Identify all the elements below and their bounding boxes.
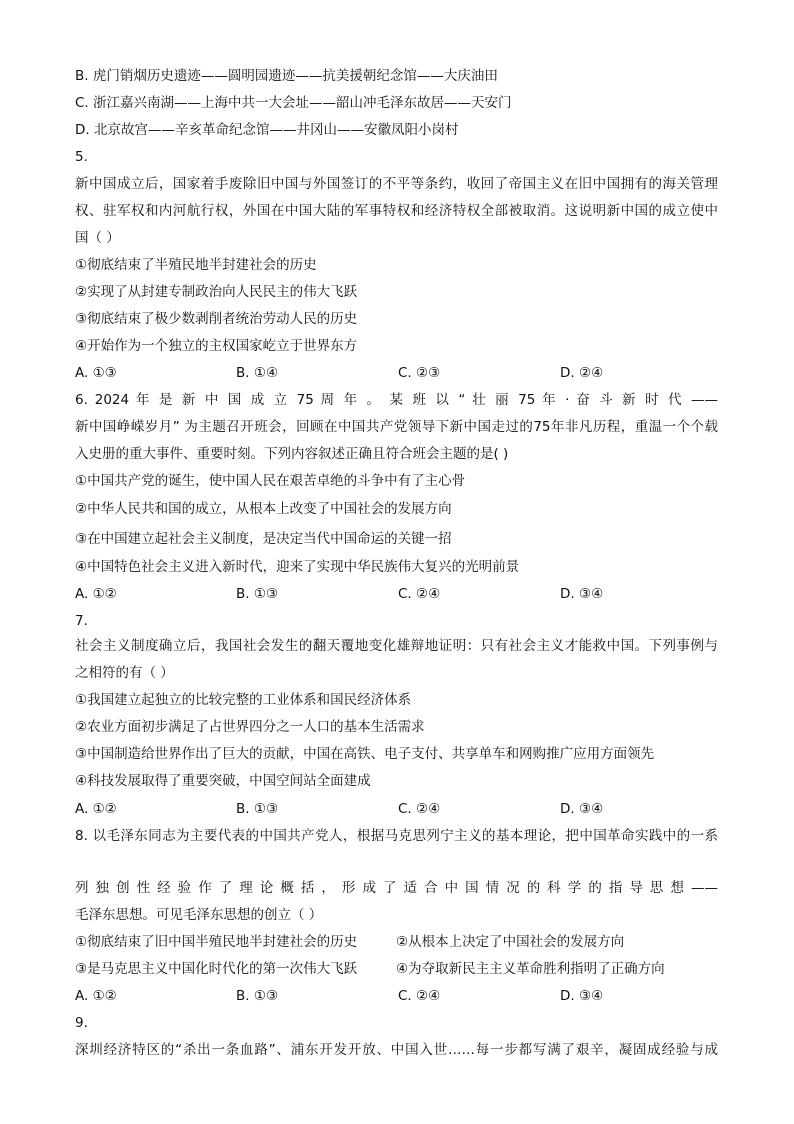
- q6-choice-c: C. ②④: [398, 586, 441, 602]
- q7-item: ④科技发展取得了重要突破，中国空间站全面建成: [75, 773, 371, 789]
- q5-stem-line: 权、驻军权和内河航行权，外国在中国大陆的军事特权和经济特权全部被取消。这说明新中国的成立使中: [75, 203, 718, 219]
- q7-item: ①我国建立起独立的比较完整的工业体系和国民经济体系: [75, 692, 412, 708]
- q8-stem-line: 列 独 创 性 经 验 作 了 理 论 概 括 ， 形 成 了 适 合 中 国 情 况 的 科 学 的 指 导 思 想 ——: [75, 880, 718, 896]
- q6-choice-d: D. ③④: [560, 586, 604, 602]
- q5-stem-line: 国（ ）: [75, 230, 120, 246]
- q6-item: ④中国特色社会主义进入新时代，迎来了实现中华民族伟大复兴的光明前景: [75, 559, 520, 575]
- q6-stem-line: 入史册的重大事件、重要时刻。下列内容叙述正确且符合班会主题的是( ): [75, 446, 509, 462]
- q6-item: ①中国共产党的诞生，使中国人民在艰苦卓绝的斗争中有了主心骨: [75, 473, 466, 489]
- q5-choice-b: B. ①④: [236, 365, 279, 381]
- q5-item: ②实现了从封建专制政治向人民民主的伟大飞跃: [75, 284, 358, 300]
- q5-number: 5.: [75, 149, 88, 165]
- q5-choice-d: D. ②④: [560, 365, 604, 381]
- q4-option-d: D. 北京故宫——辛亥革命纪念馆——井冈山——安徽凤阳小岗村: [75, 122, 459, 138]
- q5-choice-c: C. ②③: [398, 365, 441, 381]
- q8-choice-c: C. ②④: [398, 988, 441, 1004]
- q9-number: 9.: [75, 1015, 88, 1031]
- q8-stem-line: 8. 以毛泽东同志为主要代表的中国共产党人，根据马克思列宁主义的基本理论，把中国革命实践中的一系: [75, 828, 718, 844]
- q6-stem-line: 新中国峥嵘岁月” 为主题召开班会，回顾在中国共产党领导下新中国走过的75年非凡历程，重温一个个载: [75, 419, 718, 435]
- q4-option-b: B. 虎门销烟历史遗迹——圆明园遗迹——抗美援朝纪念馆——大庆油田: [75, 68, 498, 84]
- q7-stem-line: 社会主义制度确立后，我国社会发生的翻天覆地变化雄辩地证明：只有社会主义才能救中国。下列事例与: [75, 638, 718, 654]
- q5-stem-line: 新中国成立后，国家着手废除旧中国与外国签订的不平等条约，收回了帝国主义在旧中国拥有的海关管理: [75, 176, 718, 192]
- q5-item: ④开始作为一个独立的主权国家屹立于世界东方: [75, 338, 358, 354]
- q9-stem-line: 深圳经济特区的“杀出一条血路”、浦东开发开放、中国入世……每一步都写满了艰辛，凝固成经验与成: [75, 1042, 718, 1058]
- q7-item: ③中国制造给世界作出了巨大的贡献，中国在高铁、电子支付、共享单车和网购推广应用方面领先: [75, 746, 655, 762]
- q8-choice-b: B. ①③: [236, 988, 279, 1004]
- q6-stem-line: 6. 2024 年 是 新 中 国 成 立 75 周 年 。 某 班 以 “ 壮 丽 75 年 · 奋 斗 新 时 代 ——: [75, 392, 718, 408]
- q7-choice-c: C. ②④: [398, 801, 441, 817]
- q7-number: 7.: [75, 613, 88, 629]
- q8-item: ③是马克思主义中国化时代化的第一次伟大飞跃: [75, 961, 358, 977]
- q8-stem-line: 毛泽东思想。可见毛泽东思想的创立（ ）: [75, 907, 323, 923]
- q6-choice-b: B. ①③: [236, 586, 279, 602]
- q7-choice-a: A. ①②: [75, 801, 117, 817]
- q7-choice-d: D. ③④: [560, 801, 604, 817]
- q6-item: ③在中国建立起社会主义制度，是决定当代中国命运的关键一招: [75, 531, 452, 547]
- q8-item: ④为夺取新民主主义革命胜利指明了正确方向: [396, 961, 665, 977]
- q8-choice-a: A. ①②: [75, 988, 117, 1004]
- q7-item: ②农业方面初步满足了占世界四分之一人口的基本生活需求: [75, 719, 425, 735]
- q8-item: ②从根本上决定了中国社会的发展方向: [396, 934, 625, 950]
- q8-item: ①彻底结束了旧中国半殖民地半封建社会的历史: [75, 934, 358, 950]
- q6-item: ②中华人民共和国的成立，从根本上改变了中国社会的发展方向: [75, 501, 452, 517]
- q7-stem-line: 之相符的有（ ）: [75, 665, 174, 681]
- q5-choice-a: A. ①③: [75, 365, 117, 381]
- q5-item: ③彻底结束了极少数剥削者统治劳动人民的历史: [75, 311, 358, 327]
- q8-choice-d: D. ③④: [560, 988, 604, 1004]
- q7-choice-b: B. ①③: [236, 801, 279, 817]
- q5-item: ①彻底结束了半殖民地半封建社会的历史: [75, 257, 317, 273]
- q6-choice-a: A. ①②: [75, 586, 117, 602]
- q4-option-c: C. 浙江嘉兴南湖——上海中共一大会址——韶山冲毛泽东故居——天安门: [75, 95, 512, 111]
